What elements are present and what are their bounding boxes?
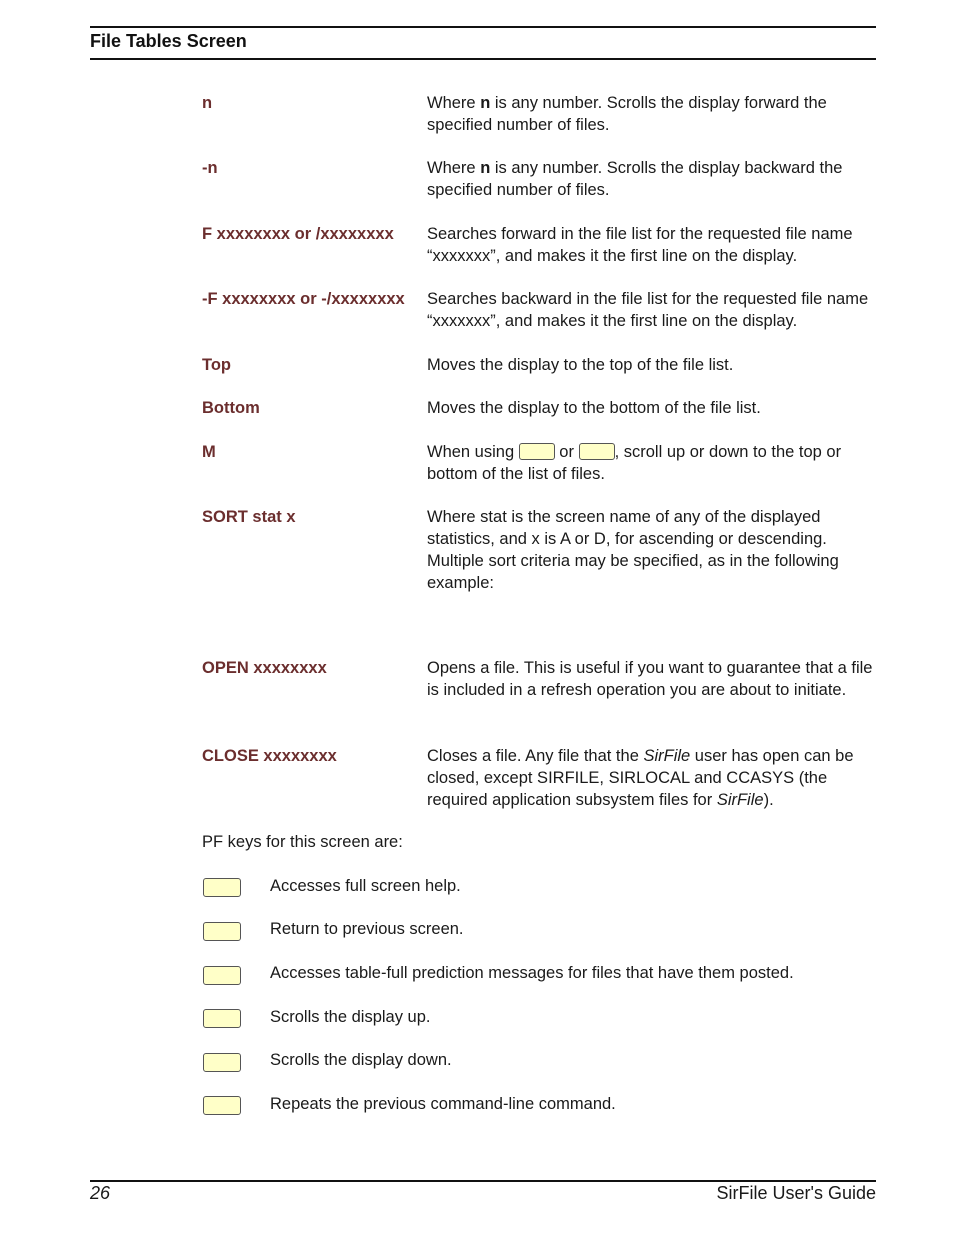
- command-open: OPEN xxxxxxxx: [202, 659, 327, 677]
- pf-key-scroll-up-description: Scrolls the display up.: [270, 1008, 431, 1026]
- pf-key-repeat-command-description: Repeats the previous command-line command.: [270, 1095, 616, 1113]
- header-bottom-rule: [90, 58, 876, 60]
- pf-key-repeat-command: [203, 1096, 241, 1115]
- key-placeholder-down: [579, 443, 615, 460]
- command-find-forward-description: Searches forward in the file list for the requested file name “xxxxxxx”, and makes it the first line on the display.: [427, 225, 853, 265]
- pf-key-return: [203, 922, 241, 941]
- command-minus-n: -n: [202, 159, 218, 177]
- command-find-backward: -F xxxxxxxx or -/xxxxxxxx: [202, 290, 405, 308]
- command-open-description: Opens a file. This is useful if you want to guarantee that a file is included in a refresh operation you are about to initiate.: [427, 659, 873, 699]
- command-close-description: Closes a file. Any file that the SirFile user has open can be closed, except SIRFILE, SIRLOCAL and CCASYS (the required application subsystem files for SirFile).: [427, 747, 854, 809]
- command-bottom: Bottom: [202, 399, 260, 417]
- pf-key-prediction-messages: [203, 966, 241, 985]
- command-m-description: When using or , scroll up or down to the top or bottom of the list of files.: [427, 443, 842, 483]
- pf-key-prediction-messages-description: Accesses table-full prediction messages for files that have them posted.: [270, 964, 794, 982]
- header-top-rule: [90, 26, 876, 28]
- command-m: M: [202, 443, 216, 461]
- pf-key-return-description: Return to previous screen.: [270, 920, 464, 938]
- pf-key-help-description: Accesses full screen help.: [270, 877, 461, 895]
- command-top: Top: [202, 356, 232, 374]
- footer-rule: [90, 1180, 876, 1182]
- command-top-description: Moves the display to the top of the file list.: [427, 356, 734, 374]
- command-n-description: Where n is any number. Scrolls the display forward the specified number of files.: [427, 94, 827, 134]
- command-sort: SORT stat x: [202, 508, 296, 526]
- pf-key-scroll-down-description: Scrolls the display down.: [270, 1051, 452, 1069]
- key-placeholder-up: [519, 443, 555, 460]
- command-sort-description: Where stat is the screen name of any of the displayed statistics, and x is A or D, for ascending or descending. Multiple sort criteria may be specified, as in the following example:: [427, 508, 839, 592]
- document-title: SirFile User's Guide: [716, 1183, 876, 1203]
- command-n: n: [202, 94, 213, 112]
- command-close: CLOSE xxxxxxxx: [202, 747, 337, 765]
- pf-keys-intro: PF keys for this screen are:: [202, 833, 403, 851]
- command-bottom-description: Moves the display to the bottom of the file list.: [427, 399, 761, 417]
- page-header-title: File Tables Screen: [90, 31, 247, 51]
- command-minus-n-description: Where n is any number. Scrolls the display backward the specified number of files.: [427, 159, 843, 199]
- command-find-backward-description: Searches backward in the file list for the requested file name “xxxxxxx”, and makes it the first line on the display.: [427, 290, 869, 330]
- page-number: 26: [90, 1183, 111, 1203]
- command-find-forward: F xxxxxxxx or /xxxxxxxx: [202, 225, 394, 243]
- pf-key-scroll-down: [203, 1053, 241, 1072]
- pf-key-scroll-up: [203, 1009, 241, 1028]
- pf-key-help: [203, 878, 241, 897]
